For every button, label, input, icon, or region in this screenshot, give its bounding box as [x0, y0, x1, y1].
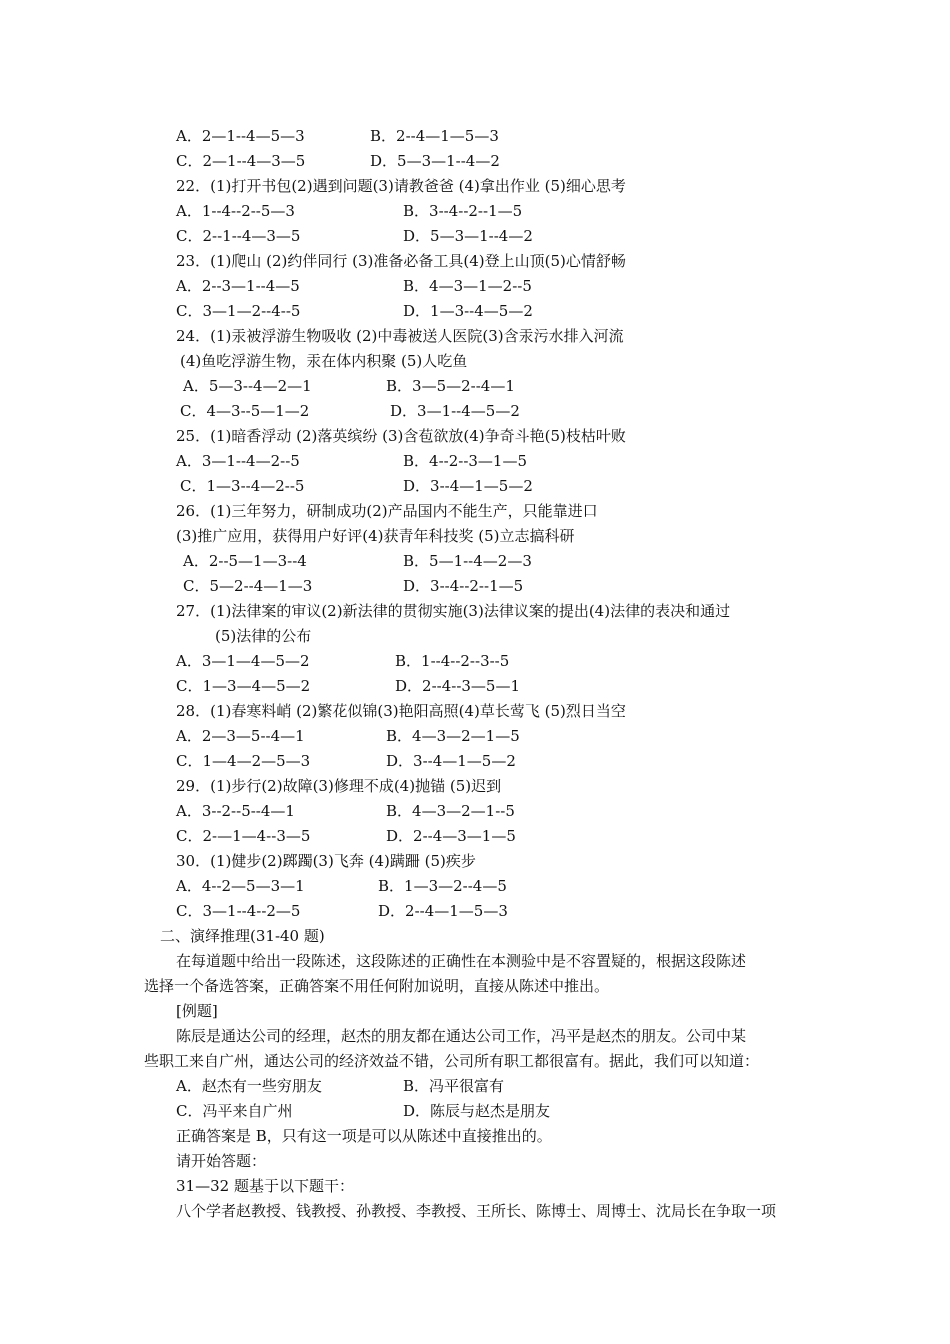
q31-32-header: 31—32 题基于以下题干： [176, 1177, 354, 1195]
example-option-a: A．赵杰有一些穷朋友 [176, 1077, 322, 1095]
q25-stem: 25．(1)暗香浮动 (2)落英缤纷 (3)含苞欲放(4)争奇斗艳(5)枝枯叶败 [176, 427, 626, 445]
intro-line2: 选择一个备选答案，正确答案不用任何附加说明，直接从陈述中推出。 [144, 977, 610, 995]
q24-option-b: B．3—5—2--4—1 [386, 377, 515, 395]
q29-stem: 29．(1)步行(2)故障(3)修理不成(4)抛锚 (5)迟到 [176, 777, 502, 795]
example-option-c: C．冯平来自广州 [176, 1102, 293, 1120]
q28-option-d: D．3--4—1—5—2 [386, 752, 516, 770]
q25-option-a: A．3—1--4—2--5 [176, 452, 300, 470]
q29-option-d: D．2--4—3—1—5 [386, 827, 516, 845]
q22-option-b: B．3--4--2--1—5 [403, 202, 523, 220]
q27-option-a: A．3—1—4—5—2 [176, 652, 310, 670]
q23-option-d: D．1—3--4—5—2 [403, 302, 533, 320]
q23-option-b: B．4—3—1—2--5 [403, 277, 532, 295]
q28-option-a: A．2—3—5--4—1 [176, 727, 305, 745]
q21-option-b: B．2--4—1—5—3 [370, 127, 499, 145]
example-option-b: B．冯平很富有 [403, 1077, 505, 1095]
q22-option-c: C．2--1--4—3—5 [176, 227, 301, 245]
q29-option-b: B．4—3—2—1--5 [386, 802, 515, 820]
q22-stem: 22．(1)打开书包(2)遇到问题(3)请教爸爸 (4)拿出作业 (5)细心思考 [176, 177, 626, 195]
q25-option-b: B．4--2--3—1—5 [403, 452, 528, 470]
q25-option-c: C．1—3--4—2--5 [180, 477, 305, 495]
section-title: 二、演绎推理(31-40 题) [160, 927, 325, 945]
q24-option-a: A．5—3--4—2—1 [183, 377, 312, 395]
q30-option-c: C．3—1--4--2—5 [176, 902, 301, 920]
q23-option-c: C．3—1—2--4--5 [176, 302, 301, 320]
q30-option-b: B．1—3—2--4—5 [378, 877, 507, 895]
q27-option-c: C．1—3—4—5—2 [176, 677, 311, 695]
q27-stem-line2: (5)法律的公布 [215, 627, 312, 645]
q27-option-d: D．2--4--3—5—1 [395, 677, 521, 695]
q24-option-d: D．3—1--4—5—2 [390, 402, 520, 420]
example-answer: 正确答案是 B，只有这一项是可以从陈述中直接推出的。 [176, 1127, 552, 1145]
q24-stem-line2: (4)鱼吃浮游生物，汞在体内积聚 (5)人吃鱼 [180, 352, 468, 370]
q30-option-a: A．4--2—5—3—1 [176, 877, 305, 895]
q22-option-a: A．1--4--2--5—3 [176, 202, 295, 220]
q21-option-d: D．5—3—1--4—2 [370, 152, 500, 170]
example-option-d: D．陈辰与赵杰是朋友 [403, 1102, 551, 1120]
q26-stem-line1: 26．(1)三年努力，研制成功(2)产品国内不能生产，只能靠进口 [176, 502, 598, 520]
intro-line1: 在每道题中给出一段陈述，这段陈述的正确性在本测验中是不容置疑的，根据这段陈述 [176, 952, 747, 970]
q23-option-a: A．2--3—1--4—5 [176, 277, 300, 295]
q21-option-a: A．2—1--4—5—3 [176, 127, 305, 145]
example-line2: 些职工来自广州，通达公司的经济效益不错，公司所有职工都很富有。据此，我们可以知道： [144, 1052, 760, 1070]
q27-stem-line1: 27．(1)法律案的审议(2)新法律的贯彻实施(3)法律议案的提出(4)法律的表决和通过 [176, 602, 731, 620]
q30-stem: 30．(1)健步(2)踯躅(3)飞奔 (4)蹒跚 (5)疾步 [176, 852, 476, 870]
q26-option-c: C．5—2--4—1—3 [183, 577, 313, 595]
q28-option-c: C．1—4—2—5—3 [176, 752, 311, 770]
q26-stem-line2: (3)推广应用，获得用户好评(4)获青年科技奖 (5)立志搞科研 [176, 527, 575, 545]
q29-option-c: C．2-—1—4--3—5 [176, 827, 311, 845]
q23-stem: 23．(1)爬山 (2)约伴同行 (3)准备必备工具(4)登上山顶(5)心情舒畅 [176, 252, 626, 270]
q21-option-c: C．2—1--4—3—5 [176, 152, 306, 170]
q26-option-d: D．3--4--2--1—5 [403, 577, 524, 595]
q24-option-c: C．4—3--5—1—2 [180, 402, 310, 420]
q28-stem: 28．(1)春寒料峭 (2)繁花似锦(3)艳阳高照(4)草长莺飞 (5)烈日当空 [176, 702, 626, 720]
example-label: [例题] [176, 1002, 218, 1020]
q26-option-a: A．2--5—1—3--4 [183, 552, 307, 570]
start-prompt: 请开始答题： [176, 1152, 267, 1170]
q27-option-b: B．1--4--2--3--5 [395, 652, 510, 670]
q31-32-text: 八个学者赵教授、钱教授、孙教授、李教授、王所长、陈博士、周博士、沈局长在争取一项 [176, 1202, 777, 1220]
q30-option-d: D．2--4—1—5—3 [378, 902, 508, 920]
q26-option-b: B．5—1--4—2—3 [403, 552, 532, 570]
example-line1: 陈辰是通达公司的经理，赵杰的朋友都在通达公司工作，冯平是赵杰的朋友。公司中某 [176, 1027, 747, 1045]
q29-option-a: A．3--2--5--4—1 [176, 802, 295, 820]
q22-option-d: D．5—3—1--4—2 [403, 227, 533, 245]
q28-option-b: B．4—3—2—1—5 [386, 727, 520, 745]
q24-stem-line1: 24．(1)汞被浮游生物吸收 (2)中毒被送人医院(3)含汞污水排入河流 [176, 327, 624, 345]
q25-option-d: D．3--4—1—5—2 [403, 477, 533, 495]
